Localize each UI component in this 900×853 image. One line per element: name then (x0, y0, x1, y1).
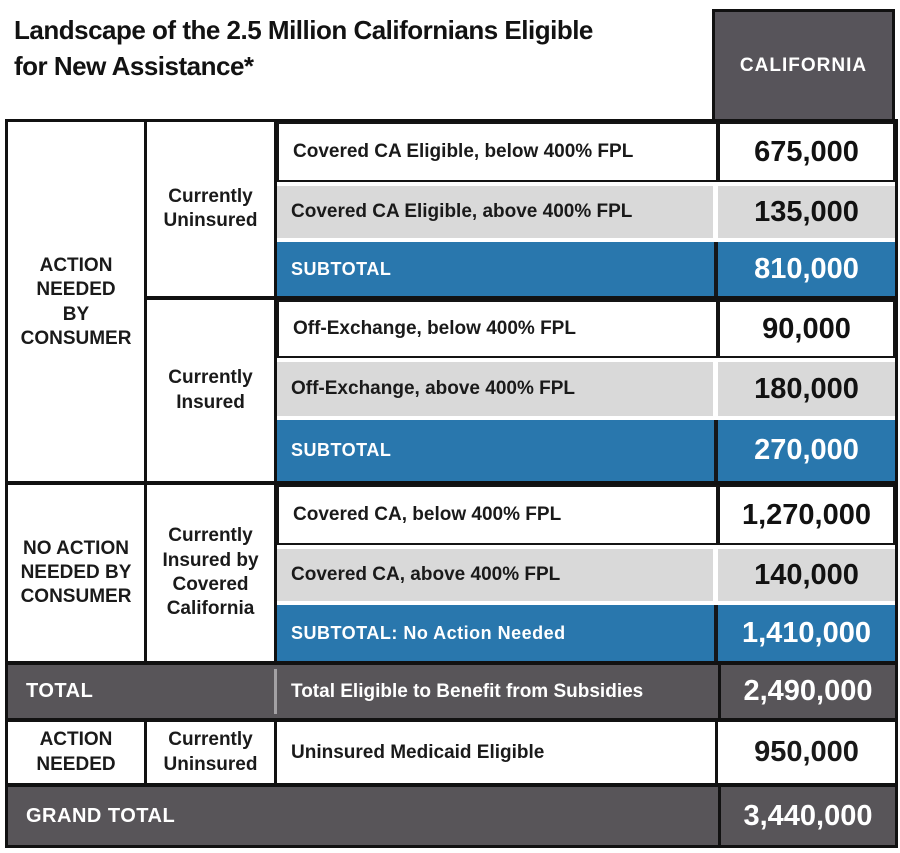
total-row (8, 665, 895, 718)
total-value: 2,490,000 (743, 675, 873, 707)
row-label: Covered CA Eligible, above 400% FPL (277, 186, 713, 238)
row-value: 180,000 (718, 362, 895, 416)
subtotal-value: 1,410,000 (718, 605, 895, 661)
subtotal-value: 810,000 (718, 242, 895, 296)
row-label: Off-Exchange, above 400% FPL (277, 362, 713, 416)
subgroup-cell-currently-uninsured-medicaid: Currently Uninsured (147, 722, 277, 783)
table-row (277, 362, 895, 416)
column-header-california (712, 9, 895, 122)
row-label: Off-Exchange, below 400% FPL (277, 300, 718, 358)
subtotal-label: SUBTOTAL: No Action Needed (277, 605, 718, 661)
row-value: 675,000 (718, 122, 895, 182)
subtotal-row (277, 242, 895, 296)
table-row (277, 549, 895, 601)
medicaid-row-value: 950,000 (718, 722, 895, 783)
subtotal-label: SUBTOTAL (277, 242, 718, 296)
table-row (277, 485, 895, 545)
row-label: Covered CA, above 400% FPL (277, 549, 713, 601)
subgroup-cell-currently-uninsured: Currently Uninsured (147, 122, 277, 296)
subgroup-cell-insured-by-covered-california: Currently Insured by Covered California (147, 485, 277, 661)
group-cell-action-needed: ACTION NEEDED (8, 722, 147, 783)
column-header-label: CALIFORNIA (739, 54, 868, 76)
row-value: 1,270,000 (718, 485, 895, 545)
grand-total-label: GRAND TOTAL (26, 804, 176, 827)
row-value: 135,000 (718, 186, 895, 238)
page-title-line1: Landscape of the 2.5 Million Californians Eligible (14, 15, 593, 45)
total-row-seam (274, 669, 277, 714)
eligibility-table (5, 119, 898, 848)
grand-total-row (8, 787, 895, 845)
group-cell-no-action-needed: NO ACTION NEEDED BY CONSUMER (8, 485, 147, 661)
medicaid-row-label: Uninsured Medicaid Eligible (277, 722, 718, 783)
subtotal-label: SUBTOTAL (277, 420, 718, 481)
subgroup-cell-currently-insured: Currently Insured (147, 300, 277, 481)
subtotal-row (277, 420, 895, 481)
page-title-line2: for New Assistance* (14, 51, 254, 81)
page-title (14, 12, 704, 84)
row-value: 90,000 (718, 300, 895, 358)
total-label: TOTAL (26, 680, 94, 702)
row-label: Covered CA, below 400% FPL (277, 485, 718, 545)
grand-total-value: 3,440,000 (743, 799, 873, 832)
row-value: 140,000 (718, 549, 895, 601)
group-cell-action-needed-by-consumer: ACTION NEEDED BY CONSUMER (8, 122, 147, 483)
subtotal-value: 270,000 (718, 420, 895, 481)
row-label: Covered CA Eligible, below 400% FPL (277, 122, 718, 182)
total-description: Total Eligible to Benefit from Subsidies (291, 680, 644, 702)
table-row (277, 300, 895, 358)
subtotal-row (277, 605, 895, 661)
table-row (277, 122, 895, 182)
table-row (277, 186, 895, 238)
